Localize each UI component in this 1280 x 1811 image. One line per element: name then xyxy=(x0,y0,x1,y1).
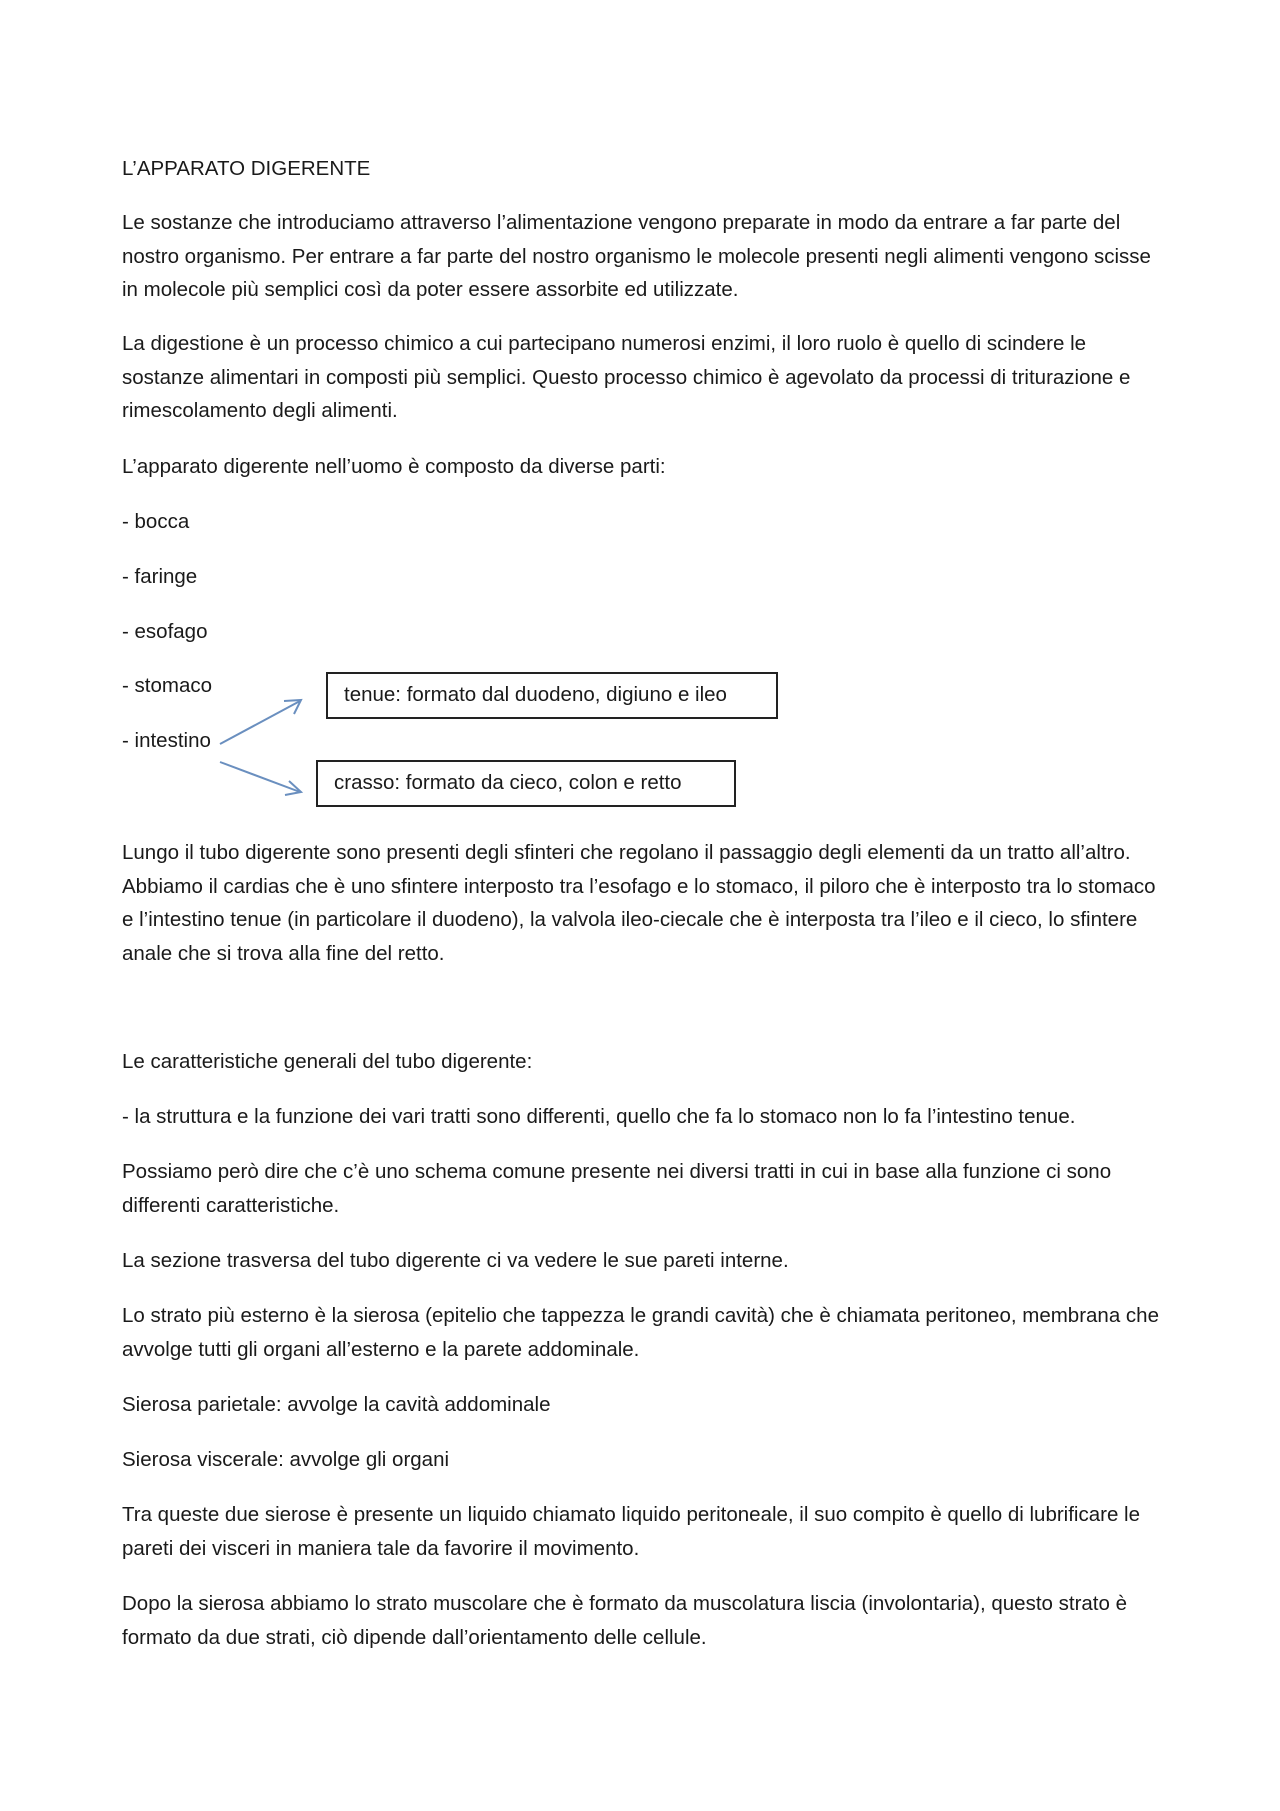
box-intestino-tenue: tenue: formato dal duodeno, digiuno e ileo xyxy=(326,672,778,719)
paragraph: Lungo il tubo digerente sono presenti degli sfinteri che regolano il passaggio degli elementi da un tratto all’altro. Abbiamo il cardias che è uno sfintere interposto tra l’esofago e lo stomaco, il piloro che è interposto tra lo stomaco e l’intestino tenue (in particolare il duodeno), la valvola ileo-ciecale che è interposta tra l’ileo e il cieco, lo sfintere anale che si trova alla fine del retto. xyxy=(122,841,1156,965)
list-item-bocca: - bocca xyxy=(122,510,190,533)
paragraph-liquido: Tra queste due sierose è presente un liquido chiamato liquido peritoneale, il suo compito è quello di lubrificare le pareti dei visceri in maniera tale da favorire il movimento. xyxy=(122,1503,1141,1560)
paragraph-parti xyxy=(122,450,1172,484)
paragraph: Le sostanze che introduciamo attraverso l’alimentazione vengono preparate in modo da entrare a far parte del nostro organismo. Per entrare a far parte del nostro organismo le molecole presenti negli alimenti vengono scisse in molecole più semplici così da poter essere assorbite ed utilizzate. xyxy=(122,211,1151,301)
paragraph-sierosa: Lo strato più esterno è la sierosa (epitelio che tappezza le grandi cavità) che è chiamata peritoneo, membrana che avvolge tutti gli organi all’esterno e la parete addominale. xyxy=(122,1304,1159,1361)
paragraph-sezione: La sezione trasversa del tubo digerente ci va vedere le sue pareti interne. xyxy=(122,1249,789,1272)
box-intestino-crasso: crasso: formato da cieco, colon e retto xyxy=(316,760,736,807)
paragraph-sierosa-parietale: Sierosa parietale: avvolge la cavità addominale xyxy=(122,1393,551,1416)
paragraph-intro xyxy=(122,206,1172,307)
page-title: L’APPARATO DIGERENTE xyxy=(122,157,371,180)
paragraph-strato-muscolare: Dopo la sierosa abbiamo lo strato muscolare che è formato da muscolatura liscia (involontaria), questo strato è formato da due strati, ciò dipende dall’orientamento delle cellule. xyxy=(122,1592,1127,1649)
paragraph: La digestione è un processo chimico a cui partecipano numerosi enzimi, il loro ruolo è quello di scindere le sostanze alimentari in composti più semplici. Questo processo chimico è agevolato da processi di triturazione e rimescolamento degli alimenti. xyxy=(122,332,1131,422)
arrow-to-crasso xyxy=(220,762,301,795)
list-item-stomaco: - stomaco xyxy=(122,674,212,697)
paragraph-caratteristiche: Le caratteristiche generali del tubo digerente: xyxy=(122,1050,533,1073)
paragraph-digestione xyxy=(122,327,1172,428)
paragraph-schema: Possiamo però dire che c’è uno schema comune presente nei diversi tratti in cui in base alla funzione ci sono differenti caratteristiche. xyxy=(122,1160,1112,1217)
paragraph-struttura: - la struttura e la funzione dei vari tratti sono differenti, quello che fa lo stomaco non lo fa l’intestino tenue. xyxy=(122,1105,1076,1128)
paragraph-sfinteri xyxy=(122,836,1172,970)
list-item-intestino: - intestino xyxy=(122,729,211,752)
arrow-to-tenue xyxy=(220,700,301,744)
paragraph: L’apparato digerente nell’uomo è composto da diverse parti: xyxy=(122,455,666,478)
list-item-faringe: - faringe xyxy=(122,565,198,588)
paragraph-sierosa-viscerale: Sierosa viscerale: avvolge gli organi xyxy=(122,1448,450,1471)
list-item-esofago: - esofago xyxy=(122,620,208,643)
